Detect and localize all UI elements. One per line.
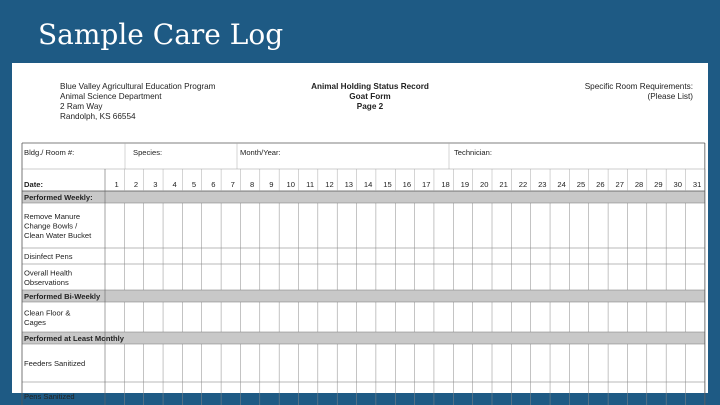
day-number: 2 (133, 180, 139, 189)
day-number: 15 (383, 180, 392, 189)
day-number: 13 (344, 180, 354, 189)
task-label: Observations (24, 277, 69, 287)
day-number: 17 (421, 180, 431, 189)
care-log-sheet (12, 63, 708, 401)
day-number: 7 (230, 180, 235, 189)
form-title-line: Page 2 (356, 102, 384, 111)
day-number: 19 (460, 180, 470, 189)
day-number: 3 (153, 180, 158, 189)
section-band (22, 332, 705, 344)
task-label: Cages (24, 317, 46, 327)
section-band (22, 290, 705, 302)
care-log-table (12, 63, 708, 401)
technician-label: Technician: (454, 148, 492, 157)
task-label: Disinfect Pens (24, 252, 73, 261)
requirements-line: Specific Room Requirements: (584, 82, 693, 91)
day-number: 23 (538, 180, 547, 189)
day-number: 1 (114, 180, 119, 189)
day-number: 28 (634, 180, 644, 189)
org-line: Randolph, KS 66554 (60, 112, 136, 121)
org-line: 2 Ram Way (60, 102, 103, 111)
day-number: 29 (654, 180, 663, 189)
day-number: 27 (615, 180, 624, 189)
task-label: Clean Water Bucket (24, 231, 92, 240)
section-label: Performed Weekly: (24, 193, 93, 202)
day-number: 26 (596, 180, 605, 189)
day-number: 16 (402, 180, 412, 189)
task-label: Clean Floor & (24, 308, 71, 318)
section-band (22, 191, 705, 203)
day-number: 4 (172, 180, 177, 189)
day-number: 8 (249, 180, 255, 189)
day-number: 12 (325, 180, 334, 189)
day-number: 18 (441, 180, 450, 189)
requirements-line: (Please List) (647, 92, 693, 101)
month-year-label: Month/Year: (240, 148, 281, 157)
day-number: 6 (211, 180, 216, 189)
species-label: Species: (133, 148, 163, 157)
task-label: Overall Health (24, 268, 73, 278)
section-label: Performed at Least Monthly (24, 334, 125, 343)
form-title-line: Animal Holding Status Record (311, 82, 429, 91)
day-number: 5 (191, 180, 197, 189)
day-number: 31 (692, 180, 702, 189)
bldg-room-label: Bldg./ Room #: (24, 148, 75, 157)
section-label: Performed Bi-Weekly (24, 292, 101, 301)
day-number: 30 (673, 180, 682, 189)
day-number: 11 (306, 180, 315, 189)
task-label: Pens Sanitized (24, 392, 75, 401)
org-line: Blue Valley Agricultural Education Program (60, 82, 216, 91)
form-title-line: Goat Form (349, 92, 391, 101)
slide-title: Sample Care Log (38, 18, 284, 51)
day-number: 24 (557, 180, 566, 189)
day-number: 22 (518, 180, 528, 189)
task-label: Change Bowls / (24, 221, 78, 231)
day-number: 9 (269, 180, 274, 189)
task-label: Feeders Sanitized (24, 359, 86, 368)
task-label: Remove Manure (24, 212, 81, 221)
day-number: 20 (480, 180, 489, 189)
date-label: Date: (24, 180, 43, 189)
day-number: 21 (499, 180, 508, 189)
org-line: Animal Science Department (60, 92, 162, 101)
day-number: 25 (576, 180, 586, 189)
day-number: 10 (286, 180, 295, 189)
day-number: 14 (363, 180, 373, 189)
